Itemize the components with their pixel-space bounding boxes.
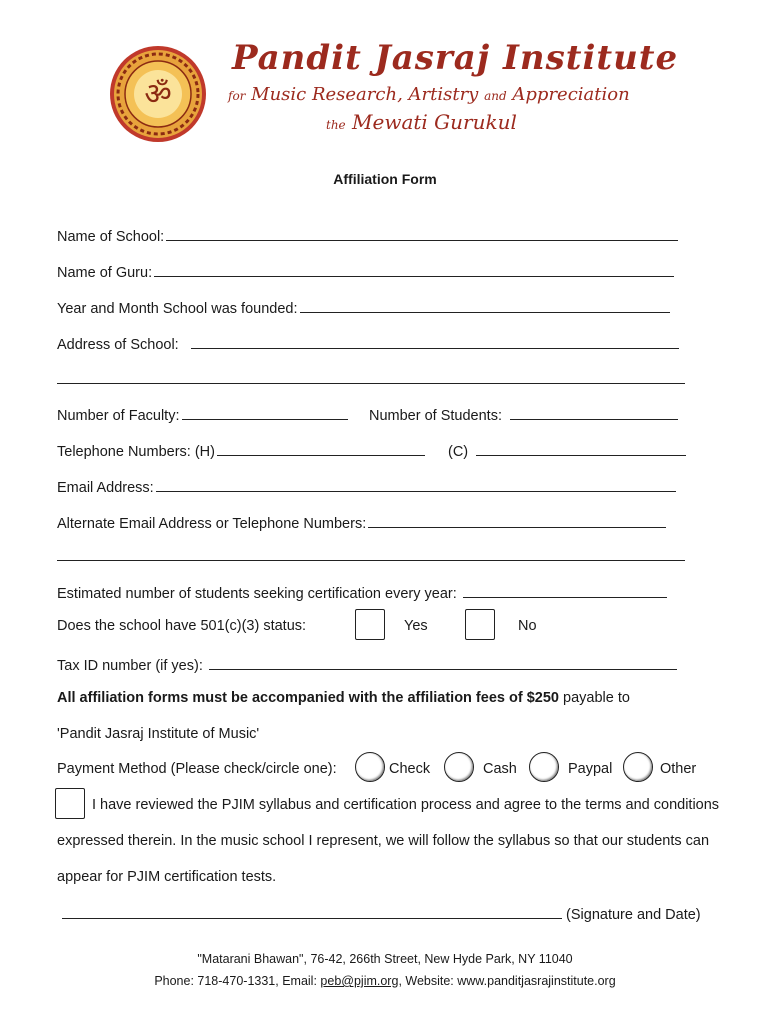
students-field[interactable] — [510, 405, 678, 420]
yes-checkbox[interactable] — [355, 609, 385, 640]
alt-contact-field-line2[interactable] — [57, 546, 685, 561]
subtitle-end: Appreciation — [512, 84, 630, 105]
footer-phone: Phone: 718-470-1331, Email: — [154, 974, 317, 988]
signature-row — [62, 904, 701, 923]
om-symbol: ॐ — [144, 77, 172, 112]
footer-contact — [0, 974, 770, 988]
school-name-row — [57, 226, 678, 245]
other-option-circle[interactable] — [623, 752, 653, 782]
guru-name-row — [57, 262, 674, 281]
yes-label: Yes — [404, 618, 428, 634]
payment-option-check: Check — [389, 761, 431, 777]
check-option-circle[interactable] — [355, 752, 385, 782]
no-checkbox[interactable] — [465, 609, 495, 640]
telephone-cell-label: (C) — [448, 444, 469, 460]
agreement-line3: appear for PJIM certification tests. — [57, 869, 277, 885]
address-field[interactable] — [191, 334, 679, 349]
address-row — [57, 334, 679, 353]
institute-subtitle — [228, 84, 630, 105]
cash-option-circle[interactable] — [444, 752, 474, 782]
telephone-home-field[interactable] — [217, 441, 425, 456]
estimated-students-field[interactable] — [463, 583, 667, 598]
telephone-cell-field[interactable] — [476, 441, 686, 456]
subtitle-and: and — [484, 89, 507, 103]
fees-row — [57, 690, 630, 706]
signature-label: (Signature and Date) — [566, 907, 701, 923]
telephone-home-label: Telephone Numbers: (H) — [57, 444, 215, 460]
agreement-line2: expressed therein. In the music school I represent, we will follow the syllabus so that our students can — [57, 833, 710, 849]
school-name-label: Name of School: — [57, 229, 165, 245]
address-label: Address of School: — [57, 337, 179, 353]
footer-website: , Website: www.panditjasrajinstitute.org — [398, 974, 616, 988]
alt-contact-label: Alternate Email Address or Telephone Numbers: — [57, 516, 367, 532]
gurukul-line — [326, 110, 517, 134]
agreement-checkbox[interactable] — [55, 788, 85, 819]
estimated-students-row — [57, 583, 667, 602]
guru-name-field[interactable] — [154, 262, 674, 277]
gurukul-name: Mewati Gurukul — [352, 110, 517, 134]
school-name-field[interactable] — [166, 226, 678, 241]
payment-label: Payment Method (Please check/circle one): — [57, 761, 337, 777]
form-title: Affiliation Form — [333, 171, 437, 187]
tax-id-row — [57, 655, 677, 674]
email-field[interactable] — [156, 477, 676, 492]
estimated-students-label: Estimated number of students seeking certification every year: — [57, 586, 457, 602]
footer-address: "Matarani Bhawan", 76-42, 266th Street, New Hyde Park, NY 11040 — [197, 952, 573, 966]
faculty-label: Number of Faculty: — [57, 408, 180, 424]
fees-bold-text: All affiliation forms must be accompanied with the affiliation fees of $250 — [57, 690, 559, 706]
email-label: Email Address: — [57, 480, 154, 496]
faculty-field[interactable] — [182, 405, 348, 420]
agreement-line1: I have reviewed the PJIM syllabus and certification process and agree to the terms and conditions — [92, 797, 720, 813]
guru-name-label: Name of Guru: — [57, 265, 153, 281]
tax-id-field[interactable] — [209, 655, 677, 670]
tax-id-label: Tax ID number (if yes): — [57, 658, 203, 674]
alt-contact-field[interactable] — [368, 513, 666, 528]
gurukul-the: the — [326, 118, 346, 132]
faculty-row — [57, 405, 348, 424]
status-label: Does the school have 501(c)(3) status: — [57, 618, 307, 634]
subtitle-main: Music Research, Artistry — [251, 84, 479, 105]
students-label: Number of Students: — [369, 408, 502, 424]
students-row — [369, 405, 678, 424]
institute-title: Pandit Jasraj Institute — [232, 38, 679, 78]
email-row — [57, 477, 676, 496]
telephone-cell-row — [448, 441, 686, 460]
address-field-line2[interactable] — [57, 369, 685, 384]
payment-option-paypal: Paypal — [568, 761, 613, 777]
telephone-row — [57, 441, 425, 460]
footer-email-link[interactable]: peb@pjim.org — [320, 974, 399, 988]
payee-text: 'Pandit Jasraj Institute of Music' — [57, 726, 260, 742]
payment-option-cash: Cash — [483, 761, 517, 777]
signature-field[interactable] — [62, 904, 562, 919]
payment-option-other: Other — [660, 761, 697, 777]
paypal-option-circle[interactable] — [529, 752, 559, 782]
om-logo — [108, 44, 208, 144]
subtitle-for: for — [228, 89, 246, 103]
year-founded-label: Year and Month School was founded: — [57, 301, 298, 317]
fees-normal-text: payable to — [563, 690, 630, 706]
no-label: No — [518, 618, 537, 634]
year-founded-row — [57, 298, 670, 317]
alt-contact-row — [57, 513, 666, 532]
year-founded-field[interactable] — [300, 298, 670, 313]
